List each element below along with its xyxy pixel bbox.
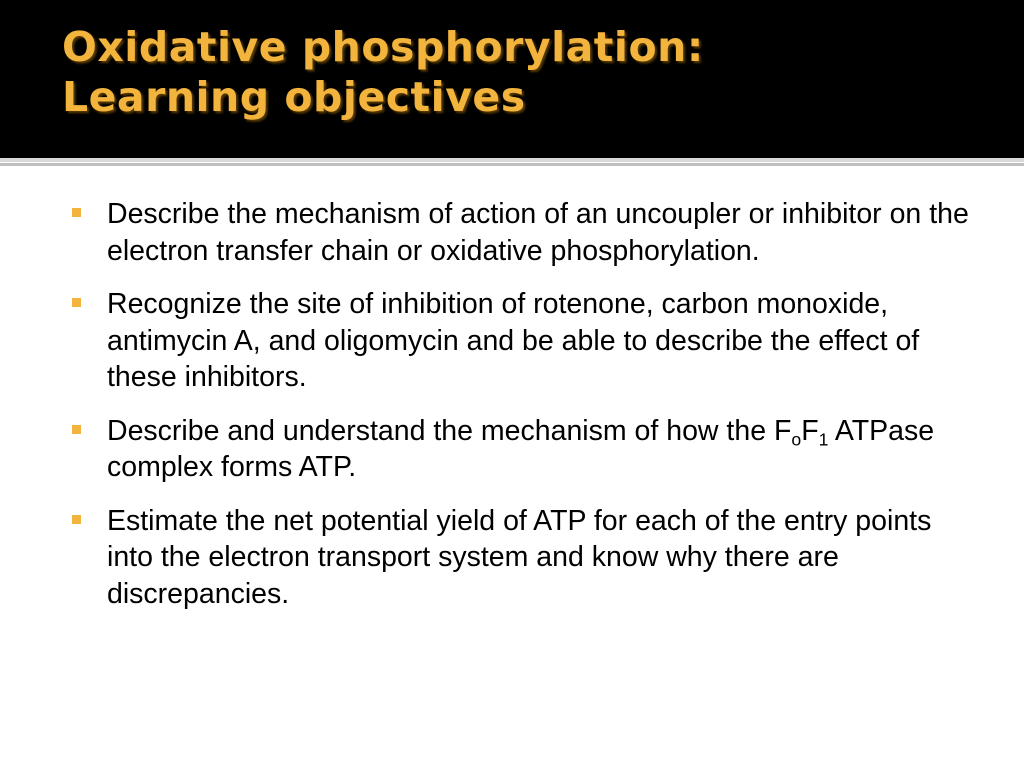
square-bullet-icon — [72, 425, 81, 434]
square-bullet-icon — [72, 208, 81, 217]
list-item — [70, 286, 970, 396]
bullet-text-post: ATPase complex forms ATP. — [107, 414, 935, 483]
list-item — [70, 413, 970, 486]
bullet-text — [107, 415, 934, 484]
title-divider-shadow — [0, 163, 1024, 166]
title-line-2: Learning objectives — [62, 73, 526, 121]
bullet-text: Estimate the net potential yield of ATP for each of the entry points into the electron transport system and know why there are discrepancies. — [107, 504, 932, 610]
title-divider — [0, 158, 1024, 162]
title-line-1: Oxidative phosphorylation: — [62, 23, 704, 71]
bullet-text: Recognize the site of inhibition of rotenone, carbon monoxide, antimycin A, and oligomycin and be able to describe the effect of these inhibitors. — [107, 288, 920, 393]
square-bullet-icon — [72, 298, 81, 307]
square-bullet-icon — [72, 515, 81, 524]
bullet-text: Describe the mechanism of action of an uncoupler or inhibitor on the electron transfer chain or oxidative phosphorylation. — [107, 198, 969, 267]
bullet-text-mid: F — [801, 414, 819, 447]
subscript-o: o — [791, 428, 802, 449]
list-item — [70, 503, 970, 613]
subscript-1: 1 — [818, 428, 829, 449]
bullet-text-pre: Describe and understand the mechanism of how the F — [107, 414, 792, 447]
list-item — [70, 196, 970, 269]
slide-title — [62, 22, 704, 122]
objectives-list — [70, 196, 970, 629]
